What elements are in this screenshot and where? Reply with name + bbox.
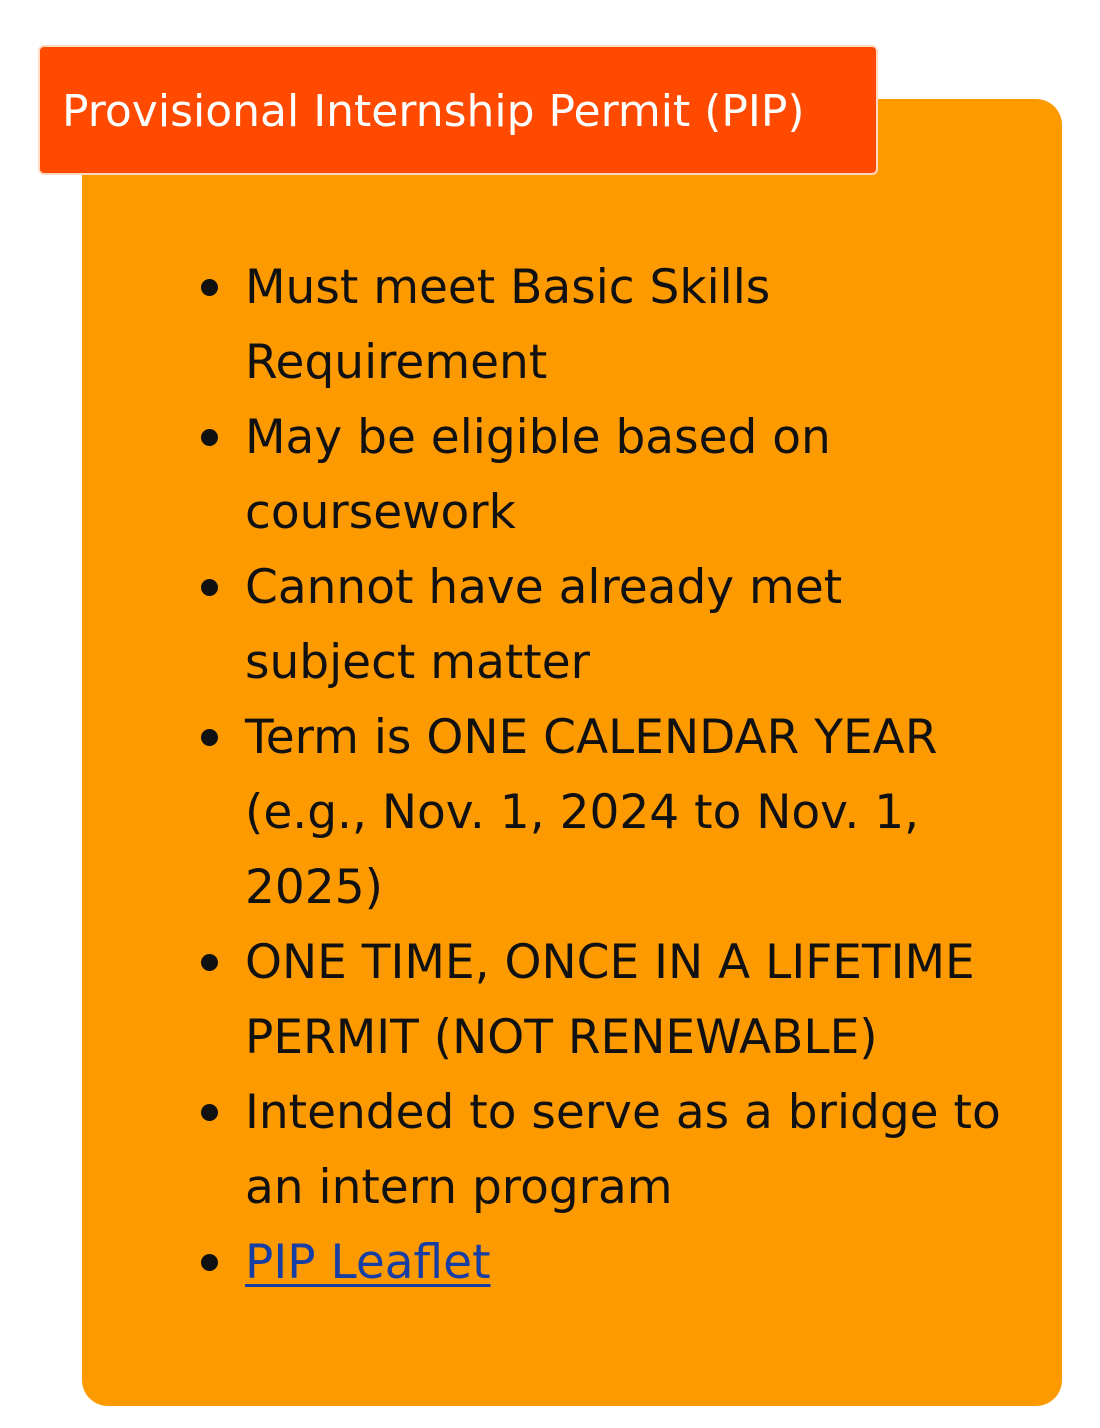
list-item: Cannot have already met subject matter <box>245 550 1005 700</box>
requirements-list <box>245 250 1005 1300</box>
card-title: Provisional Internship Permit (PIP) <box>38 45 878 175</box>
list-item-link <box>245 1225 1005 1300</box>
list-item: May be eligible based on coursework <box>245 400 1005 550</box>
list-item: Term is ONE CALENDAR YEAR (e.g., Nov. 1, 2024 to Nov. 1, 2025) <box>245 700 1005 925</box>
pip-leaflet-link[interactable]: PIP Leaflet <box>245 1235 491 1290</box>
list-item: Must meet Basic Skills Requirement <box>245 250 1005 400</box>
list-item: ONE TIME, ONCE IN A LIFETIME PERMIT (NOT RENEWABLE) <box>245 925 1005 1075</box>
list-item: Intended to serve as a bridge to an intern program <box>245 1075 1005 1225</box>
